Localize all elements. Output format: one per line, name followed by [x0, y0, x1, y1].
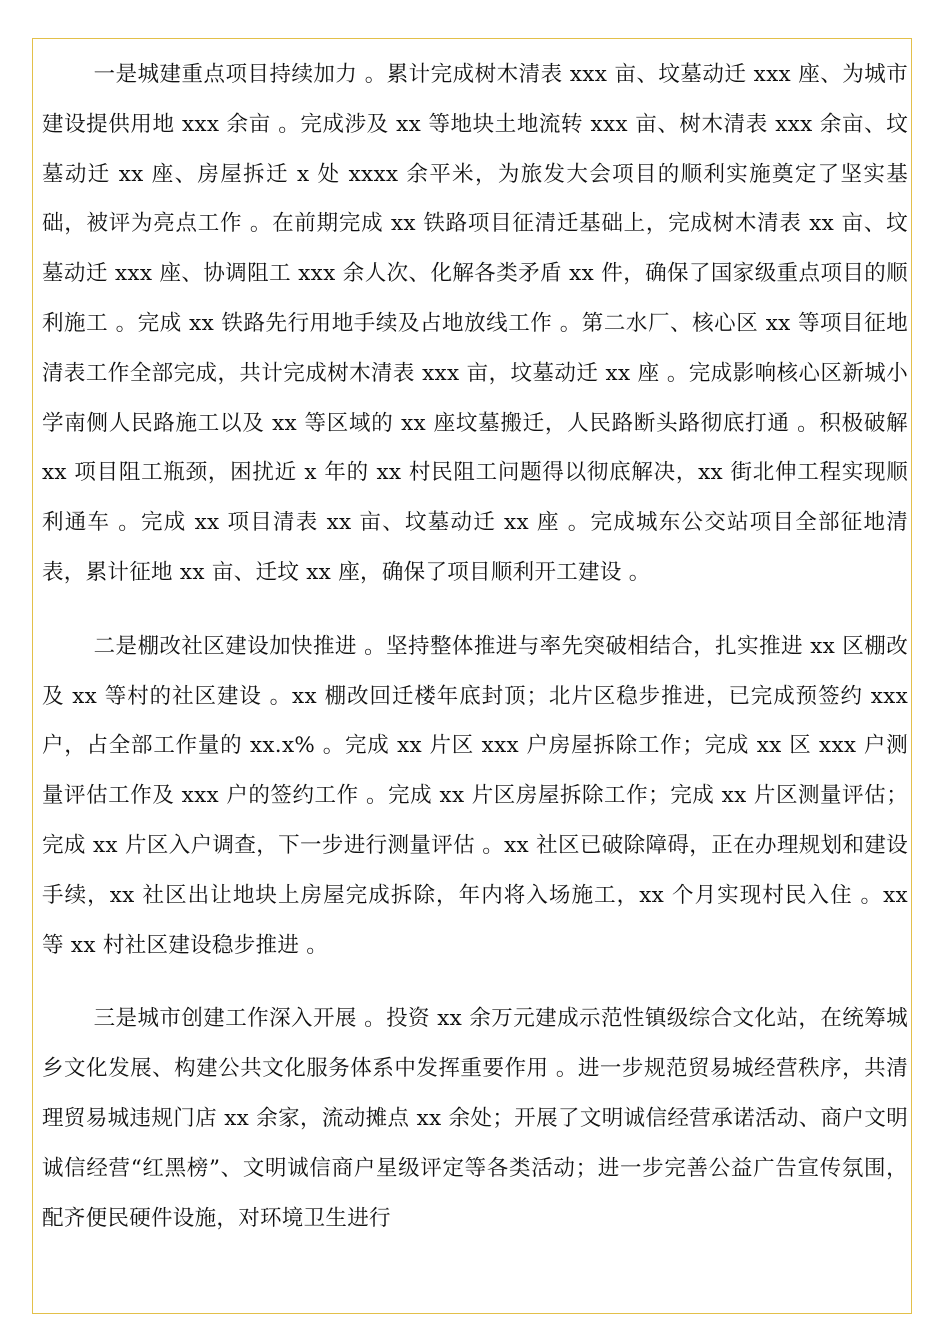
paragraph-urban-construction: 一是城建重点项目持续加力 。累计完成树木清表 xxx 亩、坟墓动迁 xxx 座、为城市建设提供用地 xxx 余亩 。完成涉及 xx 等地块土地流转 xxx 亩、树木清表 xxx 余亩、坟墓动迁 xx 座、房屋拆迁 x 处 xxxx 余平米，为旅发大会项目的顺利实施奠定了坚实基础，被评为亮点工作 。在前期完成 xx 铁路项目征清迁基础上，完成树木清表 xx 亩、坟墓动迁 xxx 座、协调阻工 xxx 余人次、化解各类矛盾 xx 件，确保了国家级重点项目的顺利施工 。完成 xx 铁路先行用地手续及占地放线工作 。第二水厂、核心区 xx 等项目征地清表工作全部完成，共计完成树木清表 xxx 亩，坟墓动迁 xx 座 。完成影响核心区新城小学南侧人民路施工以及 xx 等区域的 xx 座坟墓搬迁，人民路断头路彻底打通 。积极破解 xx 项目阻工瓶颈，困扰近 x 年的 xx 村民阻工问题得以彻底解决，xx 街北伸工程实现顺利通车 。完成 xx 项目清表 xx 亩、坟墓动迁 xx 座 。完成城东公交站项目全部征地清表，累计征地 xx 亩、迁坟 xx 座，确保了项目顺利开工建设 。 [42, 62, 908, 585]
paragraph-city-creation: 三是城市创建工作深入开展 。投资 xx 余万元建成示范性镇级综合文化站，在统筹城乡文化发展、构建公共文化服务体系中发挥重要作用 。进一步规范贸易城经营秩序，共清理贸易城违规门店 xx 余家，流动摊点 xx 余处；开展了文明诚信经营承诺活动、商户文明诚信经营“红黑榜”、文明诚信商户星级评定等各类活动；进一步完善公益广告宣传氛围，配齐便民硬件设施，对环境卫生进行 [42, 1006, 908, 1231]
paragraph-shantytown-renovation: 二是棚改社区建设加快推进 。坚持整体推进与率先突破相结合，扎实推进 xx 区棚改及 xx 等村的社区建设 。xx 棚改回迁楼年底封顶；北片区稳步推进，已完成预签约 xxx 户，占全部工作量的 xx.x% 。完成 xx 片区 xxx 户房屋拆除工作；完成 xx 区 xxx 户测量评估工作及 xxx 户的签约工作 。完成 xx 片区房屋拆除工作；完成 xx 片区测量评估；完成 xx 片区入户调查，下一步进行测量评估 。xx 社区已破除障碍，正在办理规划和建设手续，xx 社区出让地块上房屋完成拆除，年内将入场施工，xx 个月实现村民入住 。xx 等 xx 村社区建设稳步推进 。 [42, 633, 908, 958]
document-body [42, 50, 908, 1267]
